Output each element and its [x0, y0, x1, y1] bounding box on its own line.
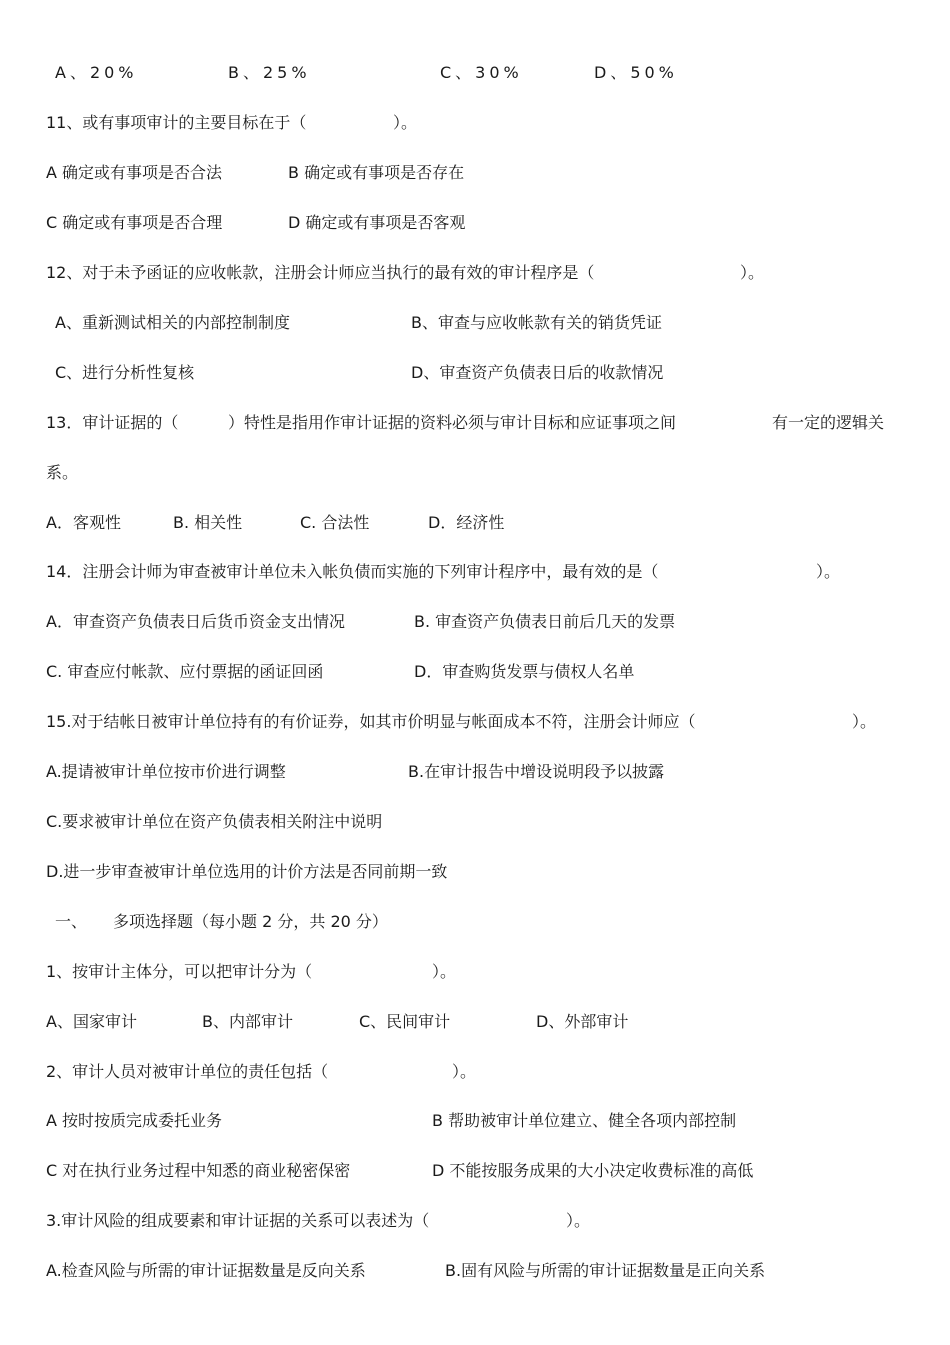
- question-end: ）。: [852, 712, 877, 731]
- option-c: C.要求被审计单位在资产负债表相关附注中说明: [46, 812, 383, 831]
- option-a: A.检查风险与所需的审计证据数量是反向关系: [46, 1261, 366, 1280]
- option-d: D 确定或有事项是否客观: [288, 213, 466, 232]
- question-end: ）。: [816, 562, 841, 581]
- option-a: A、重新测试相关的内部控制制度: [55, 313, 290, 332]
- option-d: D、50%: [594, 63, 678, 82]
- question-text: 1、按审计主体分，可以把审计分为（: [46, 962, 313, 981]
- question-end: ）。: [566, 1211, 591, 1230]
- question-end: ）。: [452, 1062, 477, 1081]
- question-text: 13．审计证据的（: [46, 413, 179, 432]
- option-a: A.提请被审计单位按市价进行调整: [46, 762, 286, 781]
- question-end: ）。: [432, 962, 457, 981]
- option-a: A、国家审计: [46, 1012, 137, 1031]
- question-text: 系。: [46, 463, 79, 482]
- option-c: C、30%: [440, 63, 523, 82]
- option-d: D 不能按服务成果的大小决定收费标准的高低: [432, 1161, 754, 1180]
- section-number: 一、: [55, 912, 88, 931]
- option-d: D.进一步审查被审计单位选用的计价方法是否同前期一致: [46, 862, 448, 881]
- option-d: D、审查资产负债表日后的收款情况: [411, 363, 664, 382]
- question-text: 12、对于未予函证的应收帐款，注册会计师应当执行的最有效的审计程序是（: [46, 263, 595, 282]
- option-c: C. 审查应付帐款、应付票据的函证回函: [46, 662, 324, 681]
- option-b: B 帮助被审计单位建立、健全各项内部控制: [432, 1111, 737, 1130]
- question-end: ）。: [740, 263, 765, 282]
- question-text-end: 有一定的逻辑关: [772, 413, 885, 432]
- question-text: 3.审计风险的组成要素和审计证据的关系可以表述为（: [46, 1211, 430, 1230]
- option-a: A．客观性: [46, 513, 121, 532]
- question-end: ）。: [393, 113, 418, 132]
- option-b: B.在审计报告中增设说明段予以披露: [408, 762, 665, 781]
- option-a: A、20%: [55, 63, 138, 82]
- section-title: 多项选择题（每小题 2 分，共 20 分）: [113, 912, 388, 931]
- option-d: D．经济性: [428, 513, 505, 532]
- option-c: C、民间审计: [359, 1012, 451, 1031]
- option-b: B、25%: [228, 63, 311, 82]
- option-c: C. 合法性: [300, 513, 370, 532]
- option-b: B.固有风险与所需的审计证据数量是正向关系: [445, 1261, 766, 1280]
- option-b: B、审查与应收帐款有关的销货凭证: [411, 313, 662, 332]
- option-b: B 确定或有事项是否存在: [288, 163, 465, 182]
- question-text: 11、或有事项审计的主要目标在于（: [46, 113, 307, 132]
- question-text-mid: ）特性是指用作审计证据的资料必须与审计目标和应证事项之间: [228, 413, 677, 432]
- option-c: C 确定或有事项是否合理: [46, 213, 223, 232]
- option-a: A 按时按质完成委托业务: [46, 1111, 223, 1130]
- option-a: A．审查资产负债表日后货币资金支出情况: [46, 612, 345, 631]
- option-a: A 确定或有事项是否合法: [46, 163, 223, 182]
- option-b: B、内部审计: [202, 1012, 293, 1031]
- option-c: C、进行分析性复核: [55, 363, 195, 382]
- option-c: C 对在执行业务过程中知悉的商业秘密保密: [46, 1161, 351, 1180]
- question-text: 2、审计人员对被审计单位的责任包括（: [46, 1062, 329, 1081]
- question-text: 15.对于结帐日被审计单位持有的有价证券，如其市价明显与帐面成本不符，注册会计师应（: [46, 712, 696, 731]
- option-b: B. 审查资产负债表日前后几天的发票: [414, 612, 676, 631]
- option-d: D、外部审计: [536, 1012, 629, 1031]
- option-d: D．审查购货发票与债权人名单: [414, 662, 635, 681]
- question-text: 14．注册会计师为审查被审计单位未入帐负债而实施的下列审计程序中，最有效的是（: [46, 562, 659, 581]
- option-b: B. 相关性: [173, 513, 243, 532]
